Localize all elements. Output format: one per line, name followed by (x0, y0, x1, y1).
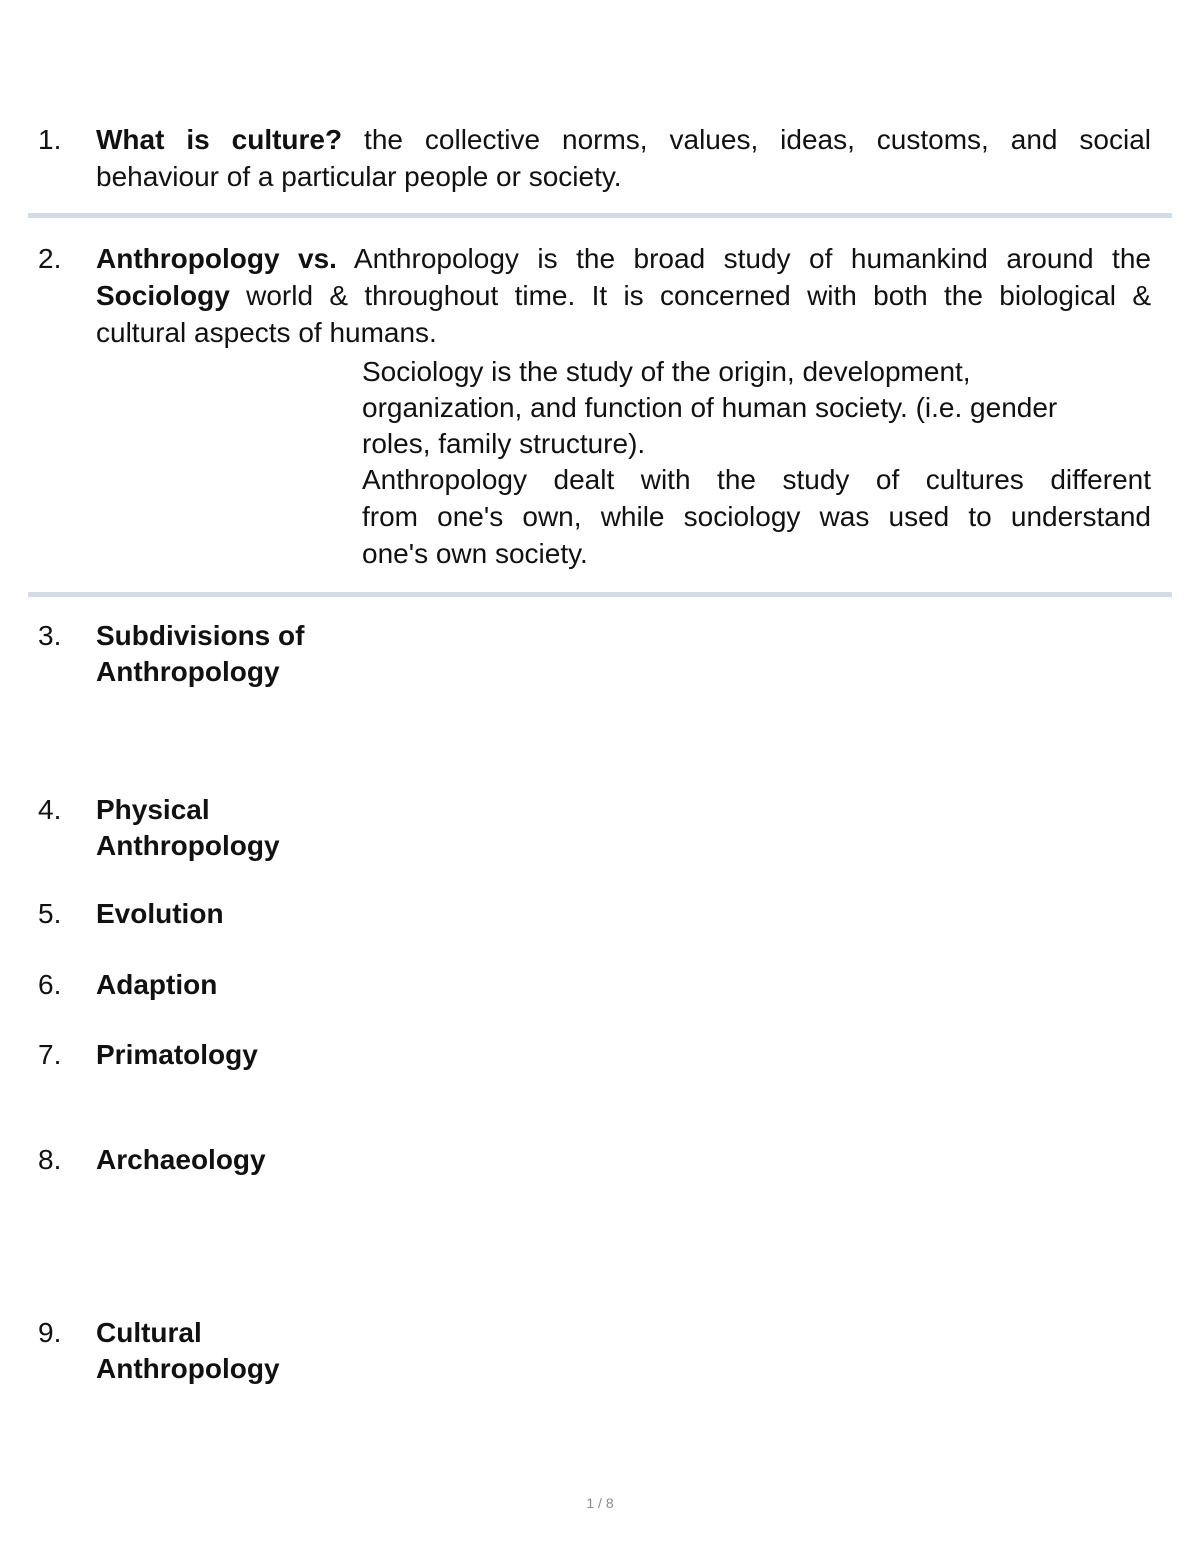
sociology-definition: roles, family structure). (362, 428, 646, 459)
section-divider (28, 592, 1172, 597)
item-number: 2. (38, 243, 62, 274)
item-2-line-2 (96, 278, 1151, 314)
section-divider (28, 213, 1172, 218)
item-definition: behaviour of a particular people or society. (96, 161, 622, 192)
item-term: Evolution (96, 898, 224, 929)
item-number: 1. (38, 124, 62, 155)
item-term: What is culture? (96, 124, 343, 155)
contrast-text: Anthropology dealt with the study of cultures different (362, 464, 1151, 495)
item-term: Adaption (96, 969, 218, 1000)
item-term: Subdivisions of (96, 620, 305, 651)
item-number: 9. (38, 1317, 62, 1348)
item-number: 5. (38, 898, 62, 929)
item-number: 7. (38, 1039, 62, 1070)
item-term: Anthropology (96, 1353, 280, 1384)
item-term: Archaeology (96, 1144, 266, 1175)
item-number: 4. (38, 794, 62, 825)
item-definition: cultural aspects of humans. (96, 317, 437, 348)
item-term: Cultural (96, 1317, 202, 1348)
item-1-line-1 (96, 122, 1151, 158)
item-number: 8. (38, 1144, 62, 1175)
contrast-text: one's own society. (362, 538, 588, 569)
item-definition: the collective norms, values, ideas, customs, and social (364, 124, 1152, 155)
sociology-definition: organization, and function of human society. (i.e. gender (362, 392, 1058, 423)
item-term: Primatology (96, 1039, 258, 1070)
item-term: Sociology (96, 280, 230, 311)
item-term: Anthropology vs. (96, 243, 337, 274)
page-indicator: 1 / 8 (586, 1495, 614, 1511)
item-term: Anthropology (96, 656, 280, 687)
item-term: Physical (96, 794, 210, 825)
item-definition: world & throughout time. It is concerned with both the biological & (246, 280, 1151, 311)
item-term: Anthropology (96, 830, 280, 861)
item-number: 3. (38, 620, 62, 651)
item-definition: Anthropology is the broad study of humankind around the (353, 243, 1151, 274)
sociology-definition: Sociology is the study of the origin, development, (362, 356, 971, 387)
item-number: 6. (38, 969, 62, 1000)
item-2-line-1 (96, 241, 1151, 277)
contrast-text: from one's own, while sociology was used to understand (362, 501, 1151, 532)
